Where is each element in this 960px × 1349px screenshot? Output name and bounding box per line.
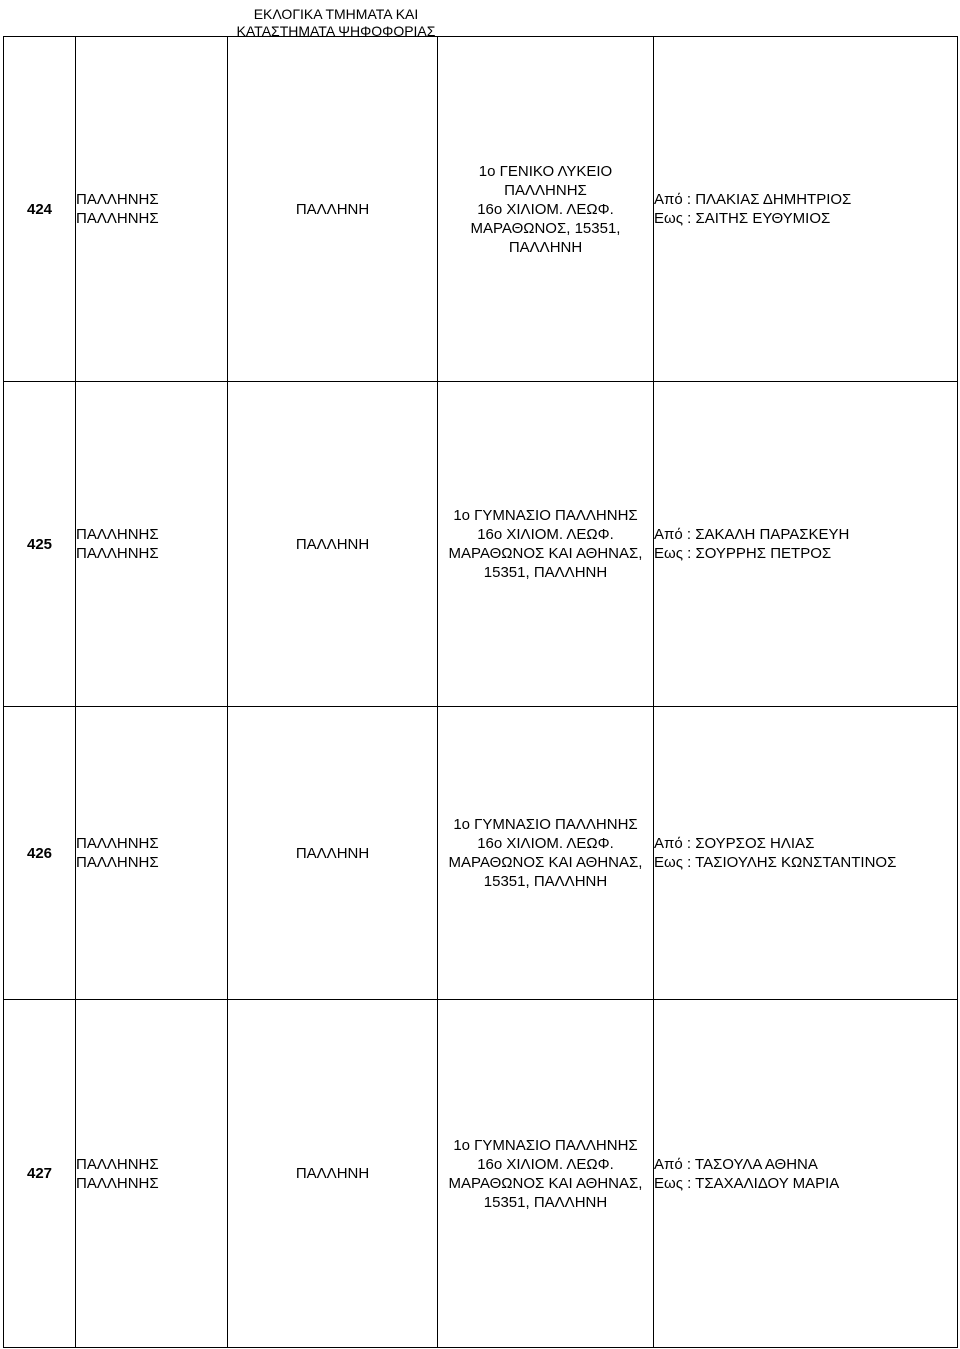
polling-place-line: 1ο ΓΕΝΙΚΟ ΛΥΚΕΙΟ <box>478 162 613 180</box>
range-from: Από : ΤΑΣΟΥΛΑ ΑΘΗΝΑ <box>654 1155 818 1173</box>
range-from: Από : ΣΑΚΑΛΗ ΠΑΡΑΣΚΕΥΗ <box>654 526 850 543</box>
municipality-line: ΠΑΛΛΗΝΗΣ <box>76 1155 159 1173</box>
polling-place-line: 16ο ΧΙΛΙΟΜ. ΛΕΩΦ. <box>477 1155 614 1173</box>
voter-range-cell <box>654 1000 958 1348</box>
polling-place-cell <box>438 37 654 382</box>
polling-place-line: ΠΑΛΛΗΝΗ <box>508 238 583 256</box>
municipality-line: ΠΑΛΛΗΝΗΣ <box>76 1174 159 1192</box>
area-cell: ΠΑΛΛΗΝΗ <box>228 37 438 382</box>
document-header <box>0 6 672 40</box>
municipality-line: ΠΑΛΛΗΝΗΣ <box>76 545 159 562</box>
voter-range-cell <box>654 707 958 1000</box>
municipality-cell <box>76 1000 228 1348</box>
polling-place-line: ΜΑΡΑΘΩΝΟΣ, 15351, <box>470 219 621 237</box>
area-cell: ΠΑΛΛΗΝΗ <box>228 707 438 1000</box>
range-to: Εως : ΣΟΥΡΡΗΣ ΠΕΤΡΟΣ <box>654 545 832 562</box>
polling-place-line: ΜΑΡΑΘΩΝΟΣ ΚΑΙ ΑΘΗΝΑΣ, <box>448 545 643 562</box>
header-line-1: ΕΚΛΟΓΙΚΑ ΤΜΗΜΑΤΑ ΚΑΙ <box>253 6 419 22</box>
table-row <box>4 382 958 707</box>
polling-place-line: 15351, ΠΑΛΛΗΝΗ <box>483 1193 608 1211</box>
polling-place-line: ΜΑΡΑΘΩΝΟΣ ΚΑΙ ΑΘΗΝΑΣ, <box>448 854 643 871</box>
range-to: Εως : ΤΣΑΧΑΛΙΔΟΥ ΜΑΡΙΑ <box>654 1174 840 1192</box>
municipality-cell <box>76 37 228 382</box>
polling-place-cell <box>438 382 654 707</box>
table-row <box>4 37 958 382</box>
polling-place-line: ΜΑΡΑΘΩΝΟΣ ΚΑΙ ΑΘΗΝΑΣ, <box>448 1174 643 1192</box>
table-row <box>4 1000 958 1348</box>
polling-place-line: 1ο ΓΥΜΝΑΣΙΟ ΠΑΛΛΗΝΗΣ <box>453 1136 638 1154</box>
polling-place-line: 16ο ΧΙΛΙΟΜ. ΛΕΩΦ. <box>477 526 614 543</box>
range-from: Από : ΠΛΑΚΙΑΣ ΔΗΜΗΤΡΙΟΣ <box>654 191 852 208</box>
range-from: Από : ΣΟΥΡΣΟΣ ΗΛΙΑΣ <box>654 835 815 852</box>
section-number: 426 <box>4 707 76 1000</box>
polling-place-cell <box>438 1000 654 1348</box>
municipality-line: ΠΑΛΛΗΝΗΣ <box>76 854 159 871</box>
range-to: Εως : ΣΑΙΤΗΣ ΕΥΘΥΜΙΟΣ <box>654 210 831 227</box>
municipality-cell <box>76 707 228 1000</box>
section-number: 425 <box>4 382 76 707</box>
section-number: 424 <box>4 37 76 382</box>
municipality-cell <box>76 382 228 707</box>
range-to: Εως : ΤΑΣΙΟΥΛΗΣ ΚΩΝΣΤΑΝΤΙΝΟΣ <box>654 854 897 871</box>
polling-place-cell <box>438 707 654 1000</box>
polling-place-line: 16ο ΧΙΛΙΟΜ. ΛΕΩΦ. <box>477 200 614 218</box>
table-row <box>4 707 958 1000</box>
polling-stations-table <box>3 36 958 1348</box>
voter-range-cell <box>654 37 958 382</box>
section-number: 427 <box>4 1000 76 1348</box>
polling-place-line: ΠΑΛΛΗΝΗΣ <box>504 181 587 199</box>
municipality-line: ΠΑΛΛΗΝΗΣ <box>76 191 159 208</box>
municipality-line: ΠΑΛΛΗΝΗΣ <box>76 835 159 852</box>
polling-place-line: 15351, ΠΑΛΛΗΝΗ <box>483 564 608 581</box>
header-line-2: ΚΑΤΑΣΤΗΜΑΤΑ ΨΗΦΟΦΟΡΙΑΣ <box>236 23 436 39</box>
municipality-line: ΠΑΛΛΗΝΗΣ <box>76 210 159 227</box>
polling-place-line: 16ο ΧΙΛΙΟΜ. ΛΕΩΦ. <box>477 835 614 852</box>
area-cell: ΠΑΛΛΗΝΗ <box>228 382 438 707</box>
area-cell: ΠΑΛΛΗΝΗ <box>228 1000 438 1348</box>
polling-place-line: 1ο ΓΥΜΝΑΣΙΟ ΠΑΛΛΗΝΗΣ <box>453 507 638 524</box>
polling-place-line: 15351, ΠΑΛΛΗΝΗ <box>483 873 608 890</box>
voter-range-cell <box>654 382 958 707</box>
municipality-line: ΠΑΛΛΗΝΗΣ <box>76 526 159 543</box>
polling-place-line: 1ο ΓΥΜΝΑΣΙΟ ΠΑΛΛΗΝΗΣ <box>453 816 638 833</box>
